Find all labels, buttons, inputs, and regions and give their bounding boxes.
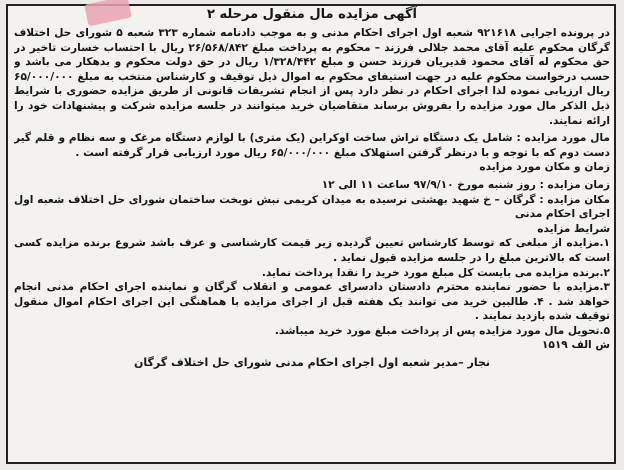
condition-2: ۲.برنده مزایده می بایست کل مبلغ مورد خرید را نقدا پرداخت نماید. (261, 266, 610, 279)
condition-1: ۱.مزایده از مبلغی که توسط کارشناس تعیین گردیده زیر قیمت کارشناسی و عرف باشد شروع برنده مزایده کسی است که بالاترین مبلغ را در جلسه مزایده قبول نماید . (14, 237, 610, 264)
auction-time: زمان مزایده : روز شنبه مورخ ۹۷/۹/۱۰ ساعت ۱۱ الی ۱۲ (321, 178, 610, 191)
conditions-heading: شرایط مزایده (537, 222, 610, 235)
signature-line: نجار –مدیر شعبه اول اجرای احکام مدنی شورای حل اختلاف گرگان (133, 356, 491, 370)
auction-notice (14, 6, 610, 458)
auction-place: مکان مزایده : گرگان – خ شهید بهشتی نرسیده به میدان کریمی نبش نوبخت ساختمان شورای حل اختلاف شعبه اول اجرای احکام مدنی (14, 193, 610, 221)
condition-5: ۵.تحویل مال مورد مزایده پس از پرداخت مبلغ مورد خرید میباشد. (274, 324, 610, 337)
intro-paragraph: در پرونده اجرایی ۹۲۱۶۱۸ شعبه اول اجرای احکام مدنی و به موجب دادنامه شماره ۳۲۳ شعبه ۵ شورای حل اختلاف گرگان محکوم علیه آقای محمد جلالی فرزند – محکوم به پرداخت مبلغ ۲۶/۵۶۸/۸۴۲ ریال با احتساب خسارت تاخیر در حق محکوم له آقای محمود قدیریان فرزند حسن و مبلغ ۱/۳۲۸/۴۴۲ ریال در حق دولت محکوم و بدهکار می باشد و حسب درخواست محکوم علیه در جهت استیفای محکوم به اموال ذیل توقیف و کارشناس منتخب به مبلغ ۶۵/۰۰۰/۰۰۰ ریال ارزیابی نموده لذا اجرای احکام در نظر دارد پس از انجام تشریفات قانونی از طریق مزایده حضوری با شرایط ذیل الذکر مال مورد مزایده را بفروش برساند متقاضیان خرید میتوانند در جلسه مزایده شرکت و پیشنهادات خود را ارائه نمایند. (14, 27, 610, 127)
notice-title: آگهی مزایده مال منقول مرحله ۲ (206, 7, 418, 22)
time-place-heading: زمان و مکان مورد مزایده (479, 161, 610, 174)
condition-3-4: ۳.مزایده با حضور نماینده محترم دادستان دادسرای عمومی و انقلاب گرگان و نماینده اجرای احکام مدنی انجام خواهد شد . ۴. طالبین خرید می توانند یک هفته قبل از اجرای مزایده با هماهنگی این اجرای احکام اموال منقول توقیف شده بازدید نمایند . (14, 281, 610, 323)
reference-number: ش الف ۱۵۱۹ (541, 339, 610, 352)
auction-item-description: مال مورد مزایده : شامل یک دستگاه تراش ساخت اوکراین (یک متری) با لوازم دستگاه مرغک و سه نظام و قلم گیر دست دوم که با توجه و با درنظر گرفتن استهلاک مبلغ ۶۵/۰۰۰/۰۰۰ ریال مورد ارزیابی قرار گرفته است . (14, 132, 610, 159)
